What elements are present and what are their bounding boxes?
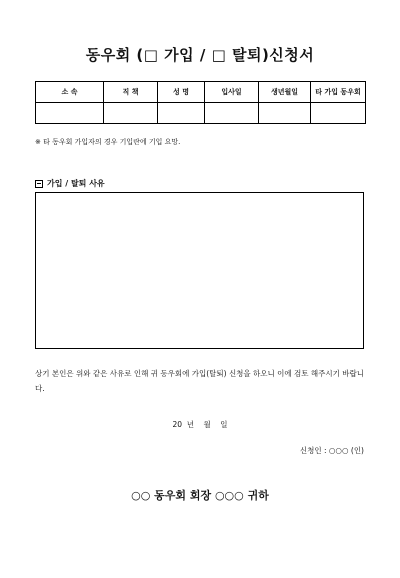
document-title: 동우회 (□ 가입 / □ 탈퇴)신청서 [85,46,315,64]
table-input-row [36,103,366,124]
hire-date-cell[interactable] [205,103,259,124]
header-name: 성 명 [158,82,205,103]
header-position: 직 책 [104,82,158,103]
department-cell[interactable] [36,103,104,124]
name-cell[interactable] [158,103,205,124]
position-cell[interactable] [104,103,158,124]
reason-section-label: 가입 / 탈퇴 사유 [47,179,105,188]
reason-text-area[interactable] [35,192,364,349]
header-birth-date: 생년월일 [259,82,311,103]
minus-box-icon [35,180,43,188]
header-other-clubs: 타 가입 동우회 [311,82,366,103]
other-clubs-cell[interactable] [311,103,366,124]
statement-text: 상기 본인은 위와 같은 사유로 인해 귀 동우회에 가입(탈퇴) 신청을 하오니 이에 검토 해주시기 바랍니다. [35,369,365,393]
table-header-row [36,82,366,103]
birth-date-cell[interactable] [259,103,311,124]
date-line: 20 년 월 일 [172,420,228,429]
header-department: 소 속 [36,82,104,103]
reason-section-heading [35,178,105,189]
applicant-signature-line: 신청인 : ○○○ (인) [299,446,364,455]
note-text: ※ 타 동우회 가입자의 경우 기입란에 기입 요망. [35,138,181,146]
addressee-line: ○○ 동우회 회장 ○○○ 귀하 [131,489,269,502]
header-hire-date: 입사일 [205,82,259,103]
applicant-info-table [35,81,366,124]
